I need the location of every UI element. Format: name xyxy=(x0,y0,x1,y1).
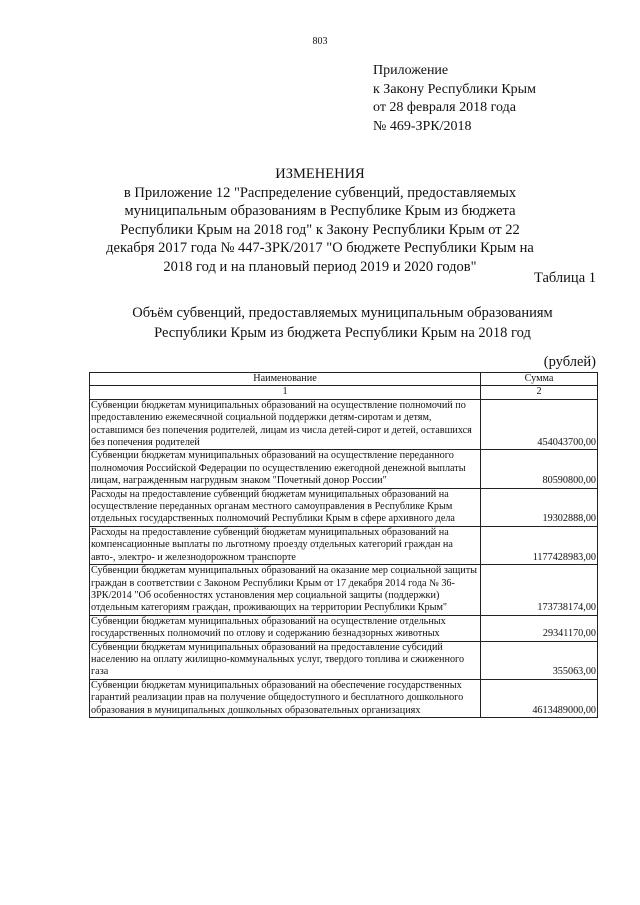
column-number-1: 1 xyxy=(90,386,481,399)
row-name: Субвенции бюджетам муниципальных образований на обеспечение государственных гарантий реализации прав на получение общедоступного и бесплатного дошкольного образования в муниципальных дошкольных образовательных организациях xyxy=(90,679,481,717)
heading-title: ИЗМЕНЕНИЯ xyxy=(275,166,365,182)
table-row xyxy=(90,450,598,488)
page-number: 803 xyxy=(312,36,328,47)
table-row xyxy=(90,399,598,450)
row-name: Субвенции бюджетам муниципальных образований на предоставление субсидий населению на оплату жилищно-коммунальных услуг, твердого топлива и сжиженного газа xyxy=(90,641,481,679)
row-name: Расходы на предоставление субвенций бюджетам муниципальных образований на компенсационные выплаты по льготному проезду отдельных категорий граждан на авто-, электро- и железнодорожном транспорте xyxy=(90,526,481,564)
row-name: Субвенции бюджетам муниципальных образований на осуществление полномочий по предоставлению ежемесячной социальной поддержки детям-сиротам и детям, оставшимся без попечения родителей, лицам из числа детей-сирот и детей, оставшихся без попечения родителей xyxy=(90,399,481,450)
subventions-table xyxy=(89,372,598,718)
appendix-date-line: от 28 февраля 2018 года xyxy=(373,100,516,115)
table-row xyxy=(90,565,598,616)
header-name: Наименование xyxy=(90,373,481,386)
row-amount: 19302888,00 xyxy=(481,488,598,526)
row-amount: 1177428983,00 xyxy=(481,526,598,564)
row-amount: 4613489000,00 xyxy=(481,679,598,717)
row-name: Субвенции бюджетам муниципальных образований на осуществление отдельных государственных полномочий по отлову и содержанию безнадзорных животных xyxy=(90,615,481,641)
table-title-line-1: Объём субвенций, предоставляемых муниципальным образованиям xyxy=(132,305,553,321)
appendix-number-line: № 469-ЗРК/2018 xyxy=(373,118,472,134)
row-amount: 173738174,00 xyxy=(481,565,598,616)
table-row xyxy=(90,526,598,564)
document-heading xyxy=(95,165,545,276)
column-number-2: 2 xyxy=(481,386,598,399)
appendix-title: Приложение xyxy=(373,63,449,78)
appendix-law-line: к Закону Республики Крым xyxy=(373,81,536,97)
row-amount: 454043700,00 xyxy=(481,399,598,450)
currency-note: (рублей) xyxy=(543,354,596,370)
table-title xyxy=(90,303,595,343)
row-amount: 29341170,00 xyxy=(481,615,598,641)
row-amount: 80590800,00 xyxy=(481,450,598,488)
row-amount: 355063,00 xyxy=(481,641,598,679)
table-label: Таблица 1 xyxy=(533,270,596,286)
table-title-line-2: Республики Крым из бюджета Республики Крым на 2018 год xyxy=(154,325,531,341)
row-name: Субвенции бюджетам муниципальных образований на оказание мер социальной защиты граждан в соответствии с Законом Республики Крым от 17 декабря 2014 года № 36-ЗРК/2014 "Об особенностях установления мер социальной защиты (поддержки) отдельным категориям граждан, проживающих на территории Республики Крым" xyxy=(90,565,481,616)
table-row xyxy=(90,615,598,641)
table-row xyxy=(90,488,598,526)
row-name: Расходы на предоставление субвенций бюджетам муниципальных образований на осуществление переданных органам местного самоуправления в Республике Крым отдельных государственных полномочий Республики Крым в сфере архивного дела xyxy=(90,488,481,526)
table-row xyxy=(90,641,598,679)
table-row xyxy=(90,679,598,717)
heading-text: в Приложение 12 "Распределение субвенций, предоставляемых муниципальным образованиям в Республике Крым из бюджета Республики Крым на 2018 год" к Закону Республики Крым от 22 декабря 2017 года № 447-ЗРК/2017 "О бюджете Республики Крым на 2018 год и на плановый период 2019 и 2020 годов" xyxy=(106,184,534,275)
header-amount: Сумма xyxy=(481,373,598,386)
row-name: Субвенции бюджетам муниципальных образований на осуществление переданного полномочия Российской Федерации по осуществлению ежегодной денежной выплаты лицам, награжденным нагрудным знаком "Почетный донор России" xyxy=(90,450,481,488)
appendix-block xyxy=(373,62,623,136)
table-header-row xyxy=(90,373,598,386)
column-number-row xyxy=(90,386,598,399)
